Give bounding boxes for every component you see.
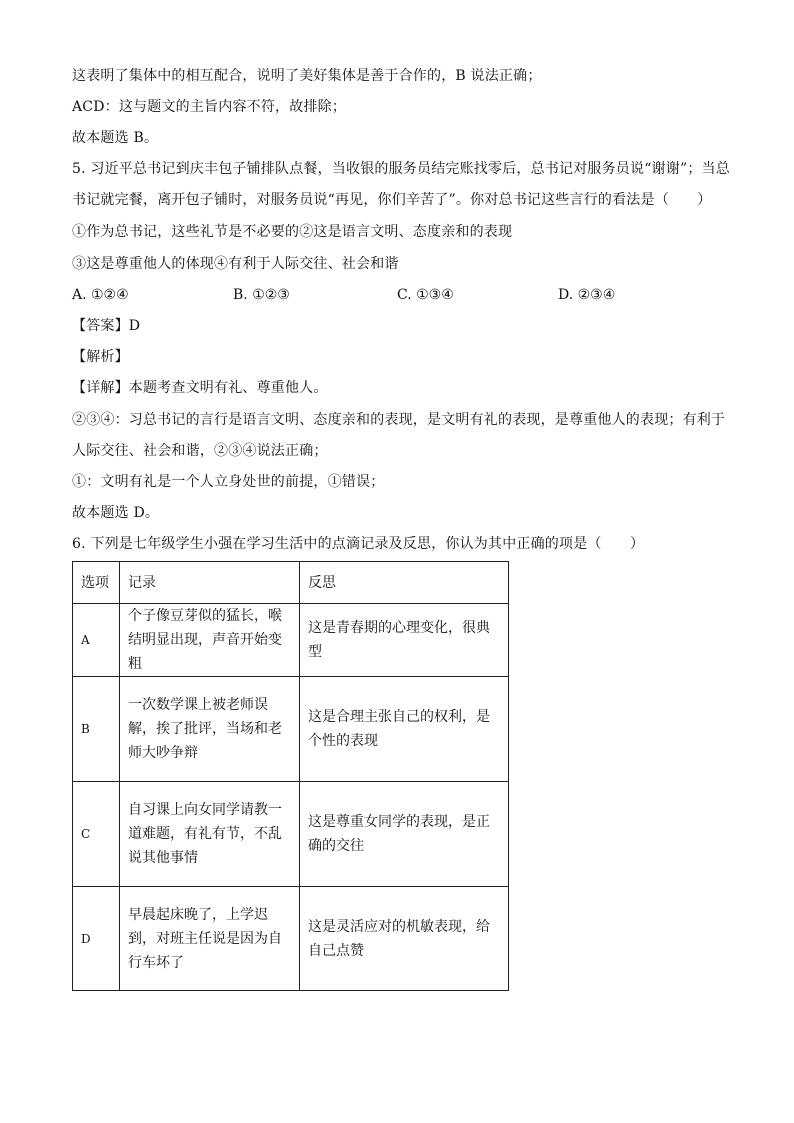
table-row: [73, 782, 509, 887]
table-cell-reflection: 这是青春期的心理变化，很典型: [300, 604, 509, 677]
option-c: C. ①③④: [397, 287, 454, 303]
detail-line: 【详解】本题考查文明有礼、尊重他人。: [72, 380, 328, 396]
table-cell-option: C: [73, 782, 120, 887]
table-row: [73, 677, 509, 782]
table-cell-option: D: [73, 887, 120, 991]
text-line: ACD：这与题文的主旨内容不符，故排除；: [72, 99, 347, 115]
table-cell-option: A: [73, 604, 120, 677]
question-5-statement: ①作为总书记，这些礼节是不必要的②这是语言文明、态度亲和的表现: [72, 224, 513, 240]
table-header: 反思: [300, 562, 509, 604]
table-header: 记录: [120, 562, 300, 604]
table-cell-record: 早晨起床晚了，上学迟到，对班主任说是因为自行车坏了: [120, 887, 300, 991]
table-cell-reflection: 这是尊重女同学的表现，是正确的交往: [300, 782, 509, 887]
conclusion-line: 故本题选 D。: [72, 505, 160, 521]
option-a: A. ①②④: [72, 287, 129, 303]
explanation-line: ①：文明有礼是一个人立身处世的前提，①错误；: [72, 474, 385, 490]
text-line: 故本题选 B。: [72, 130, 159, 146]
text-line: 这表明了集体中的相互配合，说明了美好集体是善于合作的，B 说法正确；: [72, 68, 542, 84]
explanation-line: 人际交往、社会和谐，②③④说法正确；: [72, 443, 328, 459]
question-6-table: [72, 561, 509, 991]
table-cell-reflection: 这是灵活应对的机敏表现，给自己点赞: [300, 887, 509, 991]
table-row: [73, 887, 509, 991]
question-6-stem: 6. 下列是七年级学生小强在学习生活中的点滴记录及反思，你认为其中正确的项是（ ）: [72, 536, 645, 552]
question-5-statement: ③这是尊重他人的体现④有利于人际交往、社会和谐: [72, 256, 399, 272]
table-cell-record: 一次数学课上被老师误解，挨了批评，当场和老师大吵争辩: [120, 677, 300, 782]
table-header: 选项: [73, 562, 120, 604]
answer-line: 【答案】D: [72, 318, 141, 334]
question-5-stem: 5. 习近平总书记到庆丰包子铺排队点餐，当收银的服务员结完账找零后，总书记对服务员说“谢谢”；当总: [72, 161, 730, 177]
option-d: D. ②③④: [558, 287, 616, 303]
table-cell-record: 自习课上向女同学请教一道难题，有礼有节，不乱说其他事情: [120, 782, 300, 887]
table-cell-record: 个子像豆芽似的猛长，喉结明显出现，声音开始变粗: [120, 604, 300, 677]
option-b: B. ①②③: [233, 287, 290, 303]
analysis-heading: 【解析】: [72, 349, 129, 365]
table-cell-reflection: 这是合理主张自己的权利，是个性的表现: [300, 677, 509, 782]
question-5-stem: 书记就完餐，离开包子铺时，对服务员说“再见，你们辛苦了”。你对总书记这些言行的看法是（ ）: [72, 192, 712, 208]
explanation-line: ②③④：习总书记的言行是语言文明、态度亲和的表现，是文明有礼的表现，是尊重他人的表现；有利于: [72, 412, 726, 428]
table-cell-option: B: [73, 677, 120, 782]
table-row: [73, 604, 509, 677]
table-header-row: [73, 562, 509, 604]
